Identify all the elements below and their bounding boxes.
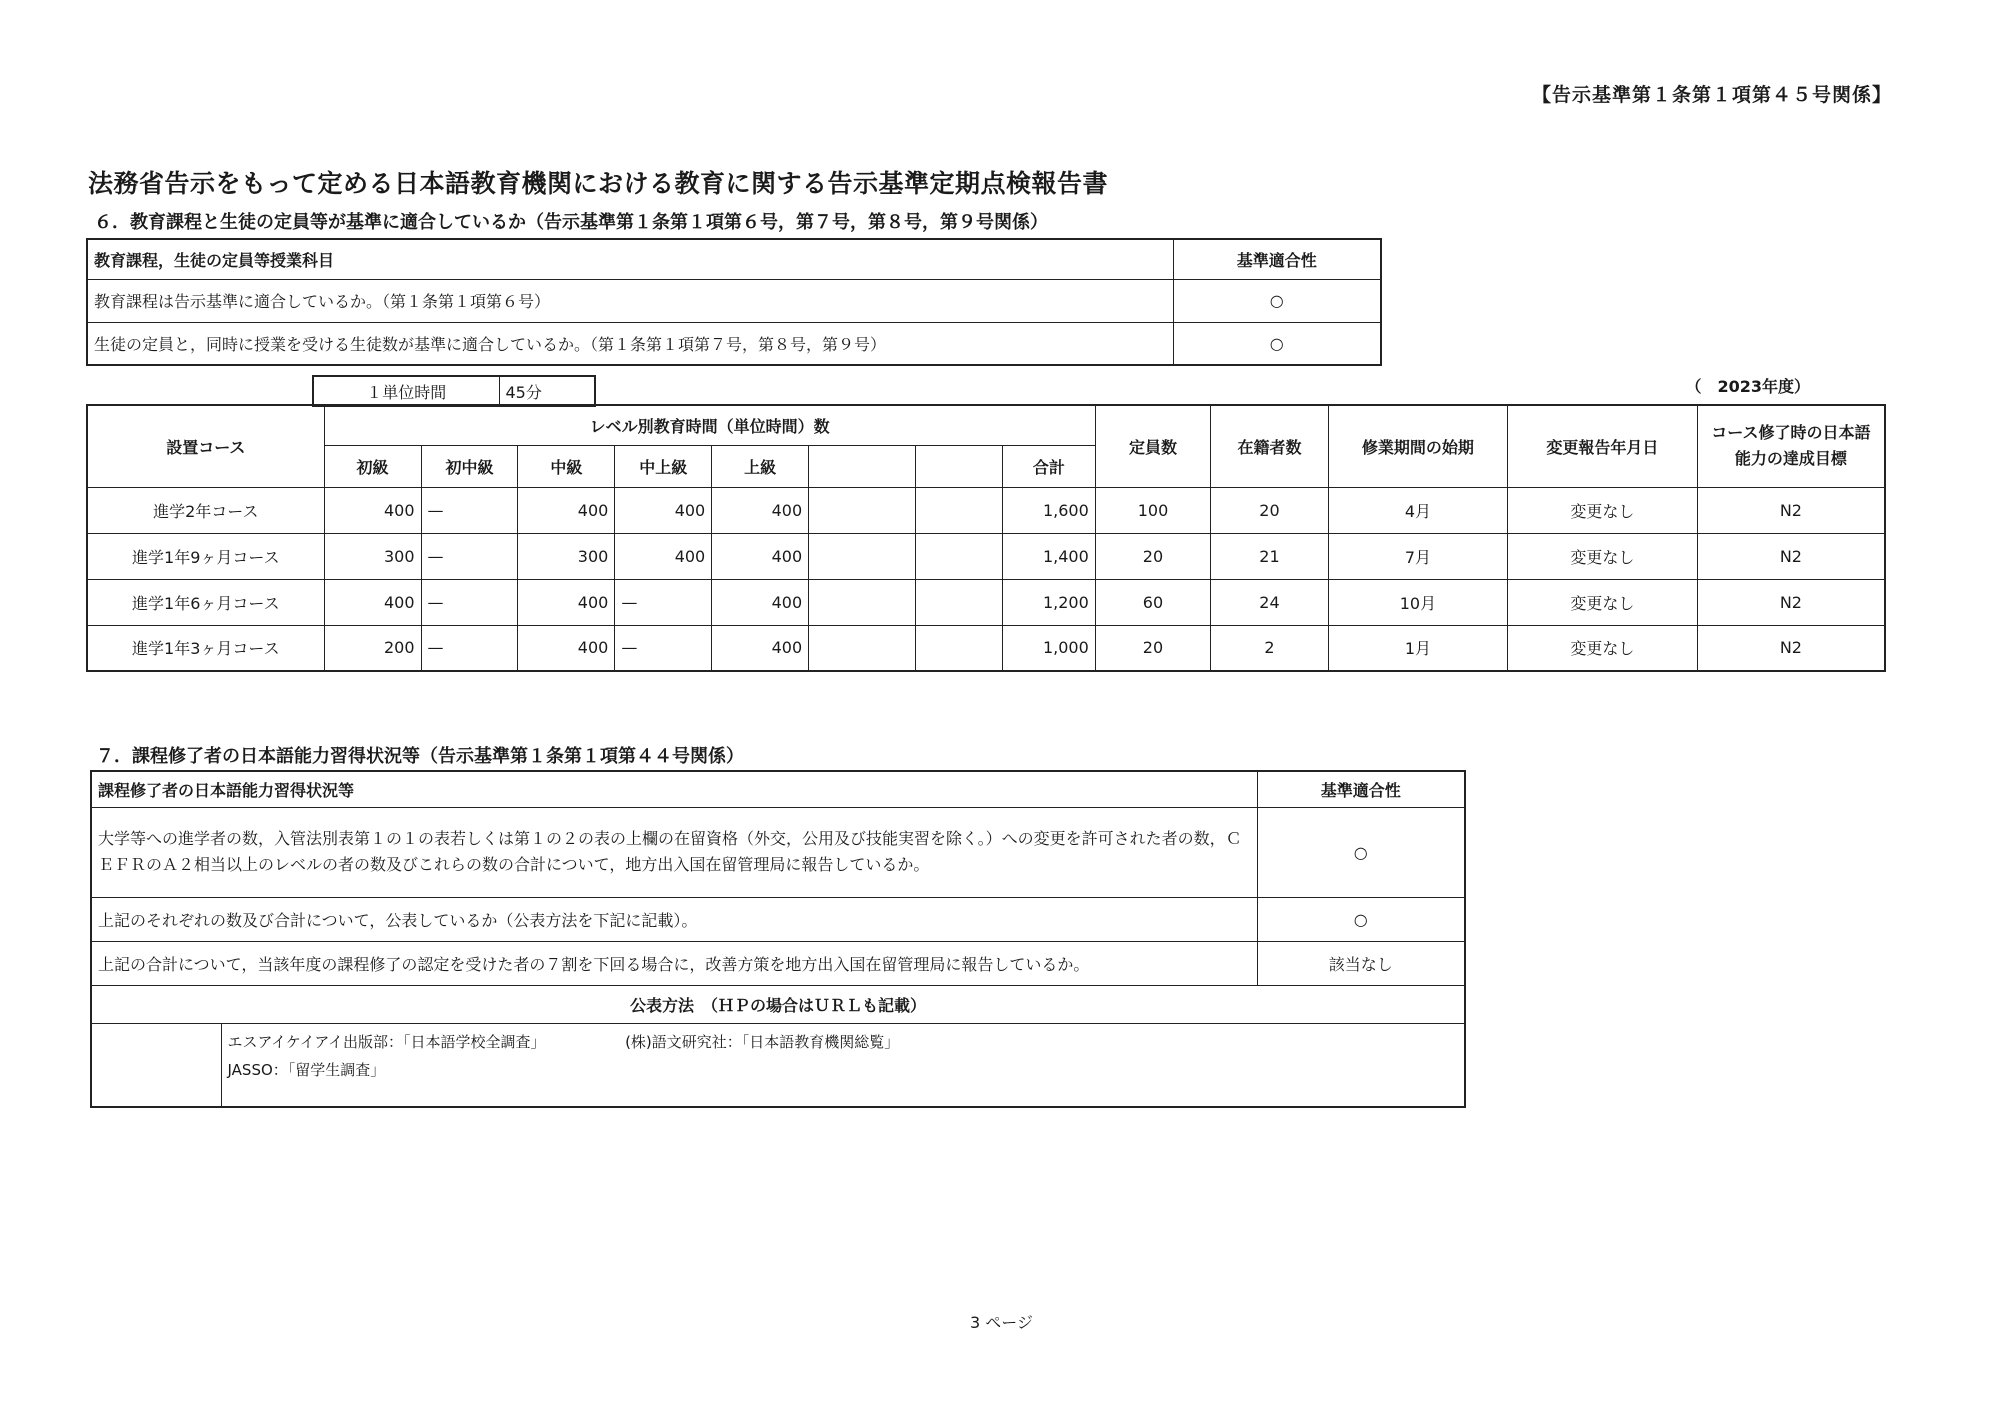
- curriculum-check-table: [86, 238, 1382, 366]
- unit-label: １単位時間: [313, 376, 499, 406]
- unit-time-box: [312, 375, 596, 407]
- publish-method-body: [221, 1023, 1465, 1107]
- publish-line: エスアイケイアイ出版部：「日本語学校全調査」: [227, 1032, 546, 1051]
- check-item: 上記のそれぞれの数及び合計について，公表しているか（公表方法を下記に記載）。: [91, 897, 1257, 941]
- level-hours: [809, 487, 916, 533]
- col-header-total: 合計: [1002, 445, 1095, 487]
- level-hours: —: [421, 579, 518, 625]
- check-item: 大学等への進学者の数，入管法別表第１の１の表若しくは第１の２の表の上欄の在留資格（外交，公用及び技能実習を除く。）への変更を許可された者の数，ＣＥＦＲのＡ２相当以上のレベルの者の数及びこれらの数の合計について，地方出入国在留管理局に報告しているか。: [91, 807, 1257, 897]
- unit-value: 45分: [499, 376, 595, 406]
- course-name: 進学1年9ヶ月コース: [87, 533, 324, 579]
- capacity: 60: [1095, 579, 1210, 625]
- proficiency-check-table: [90, 770, 1466, 1108]
- start-month: 1月: [1328, 625, 1507, 671]
- course-name: 進学1年3ヶ月コース: [87, 625, 324, 671]
- document-title: 法務省告示をもって定める日本語教育機関における教育に関する告示基準定期点検報告書: [88, 169, 1109, 198]
- col-header-capacity: 定員数: [1095, 405, 1210, 487]
- enrolled: 20: [1211, 487, 1329, 533]
- check-result: ○: [1257, 897, 1465, 941]
- level-hours: 300: [324, 533, 421, 579]
- publish-method-header: 公表方法 （ＨＰの場合はＵＲＬも記載）: [91, 985, 1465, 1023]
- level-hours: —: [421, 533, 518, 579]
- enrolled: 2: [1211, 625, 1329, 671]
- check-item: 上記の合計について，当該年度の課程修了の認定を受けた者の７割を下回る場合に，改善方策を地方出入国在留管理局に報告しているか。: [91, 941, 1257, 985]
- level-hours: —: [421, 487, 518, 533]
- change-report: 変更なし: [1508, 625, 1698, 671]
- course-table: [86, 404, 1886, 672]
- level-hours: —: [615, 625, 712, 671]
- col-header-goal: コース修了時の日本語能力の達成目標: [1697, 405, 1885, 487]
- level-hours: 400: [324, 487, 421, 533]
- level-header: 初中級: [421, 445, 518, 487]
- proficiency-goal: N2: [1697, 487, 1885, 533]
- level-hours: [916, 625, 1003, 671]
- total-hours: 1,400: [1002, 533, 1095, 579]
- level-hours: 400: [712, 625, 809, 671]
- level-hours: 400: [712, 487, 809, 533]
- level-hours: 400: [615, 533, 712, 579]
- level-hours: 400: [518, 579, 615, 625]
- level-hours: [809, 579, 916, 625]
- check-result: ○: [1173, 322, 1381, 365]
- col-header-item: 教育課程，生徒の定員等授業科目: [87, 239, 1173, 279]
- total-hours: 1,200: [1002, 579, 1095, 625]
- proficiency-goal: N2: [1697, 579, 1885, 625]
- start-month: 7月: [1328, 533, 1507, 579]
- col-header-start: 修業期間の始期: [1328, 405, 1507, 487]
- total-hours: 1,600: [1002, 487, 1095, 533]
- col-header-item: 課程修了者の日本語能力習得状況等: [91, 771, 1257, 807]
- start-month: 10月: [1328, 579, 1507, 625]
- publish-line: (株)語文研究社：「日本語教育機関総覧」: [625, 1032, 900, 1051]
- level-header: 上級: [712, 445, 809, 487]
- section7-heading: ７．課程修了者の日本語能力習得状況等（告示基準第１条第１項第４４号関係）: [96, 746, 744, 767]
- start-month: 4月: [1328, 487, 1507, 533]
- col-header-result: 基準適合性: [1173, 239, 1381, 279]
- capacity: 20: [1095, 625, 1210, 671]
- change-report: 変更なし: [1508, 533, 1698, 579]
- change-report: 変更なし: [1508, 487, 1698, 533]
- change-report: 変更なし: [1508, 579, 1698, 625]
- publish-line: JASSO：「留学生調査」: [227, 1060, 386, 1079]
- level-hours: 400: [518, 487, 615, 533]
- level-header: 中級: [518, 445, 615, 487]
- level-header: [809, 445, 916, 487]
- section6-heading: ６．教育課程と生徒の定員等が基準に適合しているか（告示基準第１条第１項第６号，第７号，第８号，第９号関係）: [94, 212, 1048, 233]
- level-hours: [916, 579, 1003, 625]
- proficiency-goal: N2: [1697, 533, 1885, 579]
- fiscal-year: （ 2023年度）: [1685, 377, 1810, 396]
- level-header: [916, 445, 1003, 487]
- col-header-levels: レベル別教育時間（単位時間）数: [324, 405, 1095, 445]
- level-hours: —: [615, 579, 712, 625]
- course-name: 進学1年6ヶ月コース: [87, 579, 324, 625]
- course-name: 進学2年コース: [87, 487, 324, 533]
- course-row: [87, 533, 1885, 579]
- level-hours: [916, 533, 1003, 579]
- col-header-enrolled: 在籍者数: [1211, 405, 1329, 487]
- level-hours: —: [421, 625, 518, 671]
- col-header-course: 設置コース: [87, 405, 324, 487]
- check-item: 教育課程は告示基準に適合しているか。（第１条第１項第６号）: [87, 279, 1173, 322]
- proficiency-goal: N2: [1697, 625, 1885, 671]
- publish-blank-cell: [91, 1023, 221, 1107]
- level-hours: 200: [324, 625, 421, 671]
- level-hours: 300: [518, 533, 615, 579]
- check-item: 生徒の定員と，同時に授業を受ける生徒数が基準に適合しているか。（第１条第１項第７号，第８号，第９号）: [87, 322, 1173, 365]
- total-hours: 1,000: [1002, 625, 1095, 671]
- course-row: [87, 487, 1885, 533]
- level-hours: 400: [712, 533, 809, 579]
- check-result: ○: [1257, 807, 1465, 897]
- notice-reference: 【告示基準第１条第１項第４５号関係】: [1531, 84, 1892, 106]
- course-row: [87, 579, 1885, 625]
- enrolled: 24: [1211, 579, 1329, 625]
- col-header-result: 基準適合性: [1257, 771, 1465, 807]
- level-hours: [916, 487, 1003, 533]
- check-result: 該当なし: [1257, 941, 1465, 985]
- level-hours: [809, 533, 916, 579]
- course-row: [87, 625, 1885, 671]
- check-result: ○: [1173, 279, 1381, 322]
- level-header: 初級: [324, 445, 421, 487]
- level-hours: 400: [712, 579, 809, 625]
- capacity: 100: [1095, 487, 1210, 533]
- col-header-change: 変更報告年月日: [1508, 405, 1698, 487]
- level-header: 中上級: [615, 445, 712, 487]
- page-number: 3 ページ: [970, 1313, 1033, 1332]
- level-hours: 400: [615, 487, 712, 533]
- level-hours: 400: [324, 579, 421, 625]
- enrolled: 21: [1211, 533, 1329, 579]
- level-hours: 400: [518, 625, 615, 671]
- capacity: 20: [1095, 533, 1210, 579]
- level-hours: [809, 625, 916, 671]
